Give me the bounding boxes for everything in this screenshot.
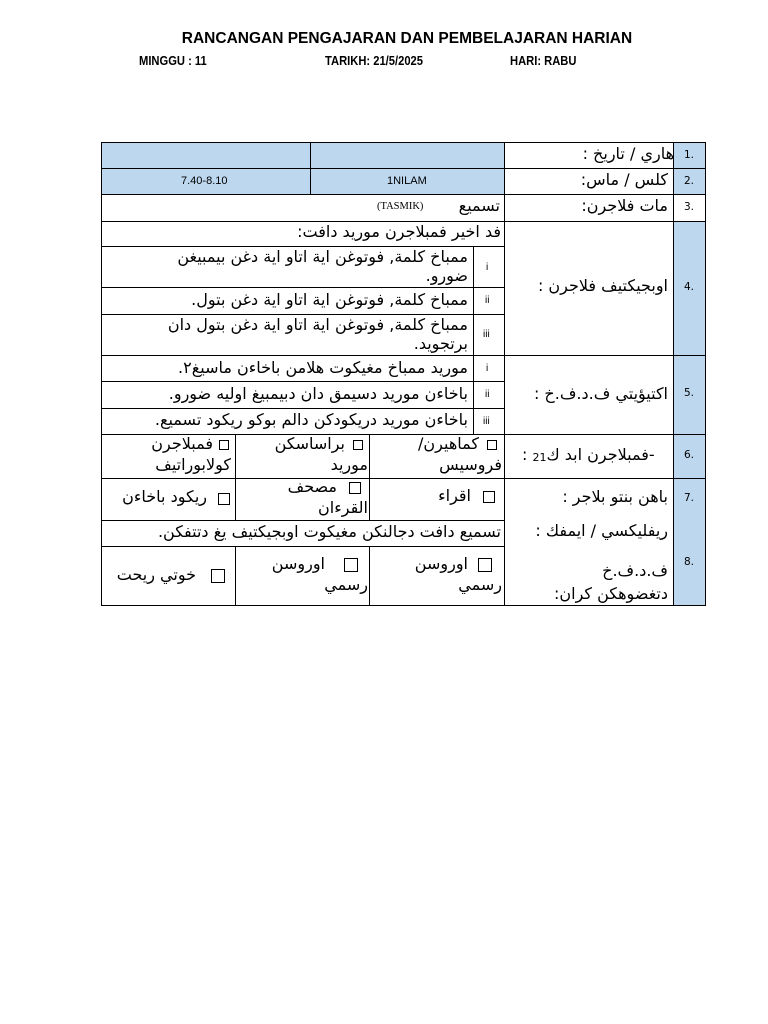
pak21-option-3-line1: فمبلاجرن: [151, 434, 213, 453]
checkbox-icon[interactable]: [353, 440, 363, 450]
pak21-option-3-line2: كولابوراتيف: [155, 455, 231, 474]
label-teaching-aids: باهن بنتو بلاجر :: [562, 487, 668, 506]
objective-item-1-line2: ضورو.: [425, 266, 468, 285]
objective-item-2: ممباخ كلمة, فوتوغن اية اتاو اية دغن بتول.: [191, 290, 468, 309]
date-label: TARIKH: 21/5/2025: [325, 53, 423, 68]
activity-roman: i: [486, 363, 489, 374]
pak21-option-2-line2: موريد: [330, 455, 368, 474]
checkbox-icon[interactable]: [344, 558, 358, 572]
activity-item-3: باخاءن موريد دريكودكن دالم بوكو ريكود تسميع.: [154, 410, 468, 429]
checkbox-icon[interactable]: [219, 440, 229, 450]
label-reflection: ريفليكسي / ايمفك :: [535, 521, 668, 540]
checkbox-icon[interactable]: [478, 558, 492, 572]
row-number: 2.: [684, 175, 695, 187]
aid-option-3: ريكود باخاءن: [122, 487, 207, 506]
postpone-option-2-line1: اوروسن: [271, 554, 325, 573]
row-number: 7.: [684, 492, 695, 504]
activity-item-1: موريد ممباخ مغيكوت هلامن باخاءن ماسيغ٢.: [178, 358, 468, 377]
label-subject: مات فلاجرن:: [581, 196, 668, 215]
row-number: 4.: [684, 281, 695, 293]
checkbox-icon[interactable]: [487, 440, 497, 450]
activity-roman: ii: [485, 389, 490, 400]
activity-item-2: باخاءن موريد دسيمق دان دبيمبيغ اوليه ضورو.: [168, 384, 468, 403]
label-class-time: كلس / ماس:: [580, 170, 668, 189]
pak21-option-1-line2: فروسيس: [439, 455, 502, 474]
subject-value: تسميع: [458, 196, 500, 215]
page-title: RANCANGAN PENGAJARAN DAN PEMBELAJARAN HARIAN: [181, 30, 633, 47]
objective-item-3-line1: ممباخ كلمة, فوتوغن اية اتاو اية دغن بتول دان: [167, 315, 468, 334]
aid-option-1: اقراء: [438, 486, 471, 505]
row-number: 5.: [684, 387, 695, 399]
label-activity: اكتيؤيتي ف.د.ف.خ :: [533, 384, 668, 403]
label-pak21: : 21فمبلاجرن ابد ك-: [522, 445, 655, 464]
num-fill-bottom: [674, 222, 705, 605]
label-day-date: هاري / تاريخ :: [582, 144, 674, 163]
subject-latin: (TASMIK): [377, 201, 424, 212]
checkbox-icon[interactable]: [483, 491, 495, 503]
postpone-option-3: خوتي ريحت: [116, 565, 196, 584]
pak21-option-2-line1: براساسكن: [274, 434, 345, 453]
reflection-text: تسميع دافت دجالنكن مغيكوت اوبجيكتيف يغ دتتفكن.: [157, 522, 501, 541]
objective-roman: ii: [485, 295, 490, 306]
label-objective: اوبجيكتيف فلاجرن :: [537, 276, 668, 295]
label-postponed: دتغضوهكن كران:: [553, 584, 668, 603]
row-number: 8.: [684, 556, 695, 568]
row-number: 6.: [684, 449, 695, 461]
row-number: 1.: [684, 149, 695, 161]
objective-intro: فد اخير فمبلاجرن موريد دافت:: [297, 222, 501, 241]
pak21-option-1-line1: كماهيرن/: [418, 434, 479, 453]
activity-roman: iii: [483, 416, 490, 427]
objective-roman: i: [486, 262, 489, 273]
postpone-option-2-line2: رسمي: [324, 575, 368, 594]
time-value: 7.40-8.10: [181, 175, 228, 187]
label-pdpc: ف.د.ف.خ: [602, 561, 668, 580]
objective-item-3-line2: برتجويد.: [413, 334, 468, 353]
postpone-option-1-line2: رسمي: [458, 575, 502, 594]
day-label: HARI: RABU: [510, 53, 577, 68]
checkbox-icon[interactable]: [211, 569, 225, 583]
checkbox-icon[interactable]: [349, 482, 361, 494]
aid-option-2-line2: القرءان: [318, 498, 368, 517]
objective-item-1-line1: ممباخ كلمة, فوتوغن اية اتاو اية دغن بيمبيغن: [177, 247, 468, 266]
row-number: 3.: [684, 201, 695, 213]
objective-roman: iii: [483, 329, 490, 340]
postpone-option-1-line1: اوروسن: [414, 554, 468, 573]
aid-option-2-line1: مصحف: [287, 477, 337, 496]
week-label: MINGGU : 11: [139, 53, 207, 68]
checkbox-icon[interactable]: [218, 493, 230, 505]
class-name: 1NILAM: [387, 175, 427, 187]
